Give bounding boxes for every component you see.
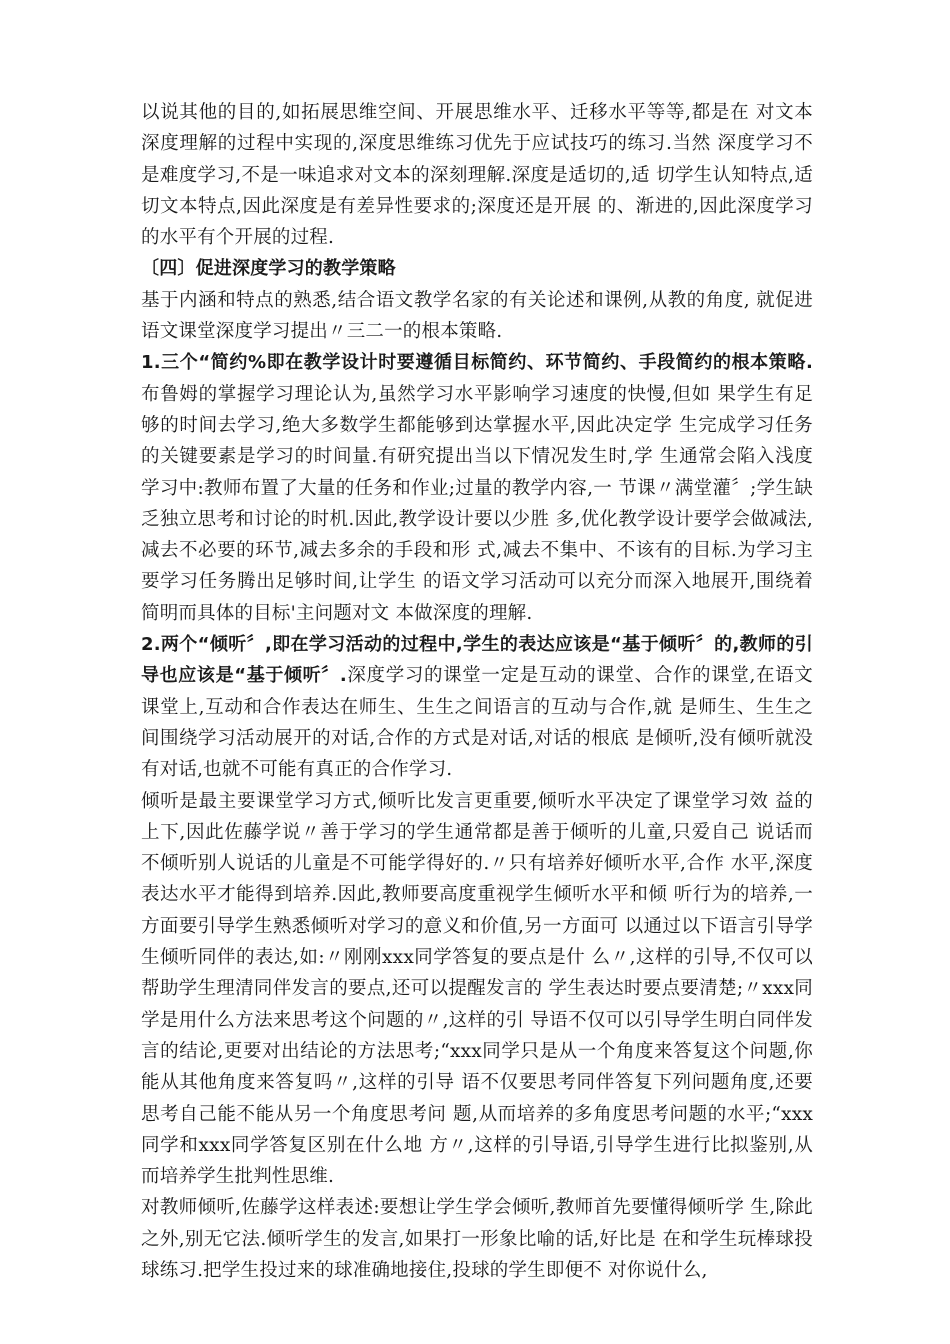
strategy-2-title: 2.两个“倾听〞,即在学习活动的过程中,学生的表达应该是“基于倾听〞的,教师的引导也应该是“基于倾听〞. [141, 634, 813, 687]
paragraph-1: 以说其他的目的,如拓展思维空间、开展思维水平、迁移水平等等,都是在 对文本深度理解的过程中实现的,深度思维练习优先于应试技巧的练习.当然 深度学习不是难度学习,不是一味追求对文本的深刻理解.深度是适切的,适 切学生认知特点,适切文本特点,因此深度是有差异性要求的;深度还是开展 的、渐进的,因此深度学习的水平有个开展的过程. [141, 102, 813, 249]
strategy-1-body: 布鲁姆的掌握学习理论认为,虽然学习水平影响学习速度的快慢,但如 果学生有足够的时间去学习,绝大多数学生都能够到达掌握水平,因此决定学 生完成学习任务的关键要素是学习的时间量.有研究提出当以下情况发生时,学 生通常会陷入浅度学习中:教师布置了大量的任务和作业;过量的教学内容,一 节课〃满堂灌〞;学生缺乏独立思考和讨论的时机.因此,教学设计要以少胜 多,优化教学设计要学会做减法,减去不必要的环节,减去多余的手段和形 式,减去不集中、不该有的目标.为学习主要学习任务腾出足够时间,让学生 的语文学习活动可以充分而深入地展开,围绕着简明而具体的目标'主问题对文 本做深度的理解. [141, 383, 813, 624]
section-heading-4: 〔四〕促进深度学习的教学策略 [141, 258, 396, 280]
strategy-1-title: 1.三个“简约%即在教学设计时要遵循目标简约、环节简约、手段简约的根本策略. [141, 352, 813, 374]
strategy-2-body: 深度学习的课堂一定是互动的课堂、合作的课堂,在语文课堂上,互动和合作表达在师生、生生之间语言的互动与合作,就 是师生、生生之间围绕学习活动展开的对话,合作的方式是对话,对话的根底 是倾听,没有倾听就没有对话,也就不可能有真正的合作学习. [141, 665, 813, 781]
paragraph-3 [141, 347, 813, 629]
paragraph-6: 对教师倾听,佐藤学这样表述:要想让学生学会倾听,教师首先要懂得倾听学 生,除此之外,别无它法.倾听学生的发言,如果打一形象比喻的话,好比是 在和学生玩棒球投球练习.把学生投过来的球准确地接住,投球的学生即便不 对你说什么, [141, 1197, 813, 1281]
document-page [141, 97, 813, 1286]
paragraph-5: 倾听是最主要课堂学习方式,倾听比发言更重要,倾听水平决定了课堂学习效 益的上下,因此佐藤学说〃善于学习的学生通常都是善于倾听的儿童,只爱自己 说话而不倾听别人说话的儿童是不可能学得好的.〃只有培养好倾听水平,合作 水平,深度表达水平才能得到培养.因此,教师要高度重视学生倾听水平和倾 听行为的培养,一方面要引导学生熟悉倾听对学习的意义和价值,另一方面可 以通过以下语言引导学生倾听同伴的表达,如:〃刚刚xxx同学答复的要点是什 么〃,这样的引导,不仅可以帮助学生理清同伴发言的要点,还可以提醒发言的 学生表达时要点要清楚;〃xxx同学是用什么方法来思考这个问题的〃,这样的引 导语不仅可以引导学生明白同伴发言的结论,更要对出结论的方法思考;“xxx同学只是从一个角度来答复这个问题,你能从其他角度来答复吗〃,这样的引导 语不仅要思考同伴答复下列问题角度,还要思考自己能不能从另一个角度思考问 题,从而培养的多角度思考问题的水平;“xxx同学和xxx同学答复区别在什么地 方〃,这样的引导语,引导学生进行比拟鉴别,从而培养学生批判性思维. [141, 790, 813, 1188]
paragraph-2: 基于内涵和特点的熟悉,结合语文教学名家的有关论述和课例,从教的角度, 就促进语文课堂深度学习提出〃三二一的根本策略. [141, 289, 813, 343]
paragraph-4 [141, 629, 813, 785]
